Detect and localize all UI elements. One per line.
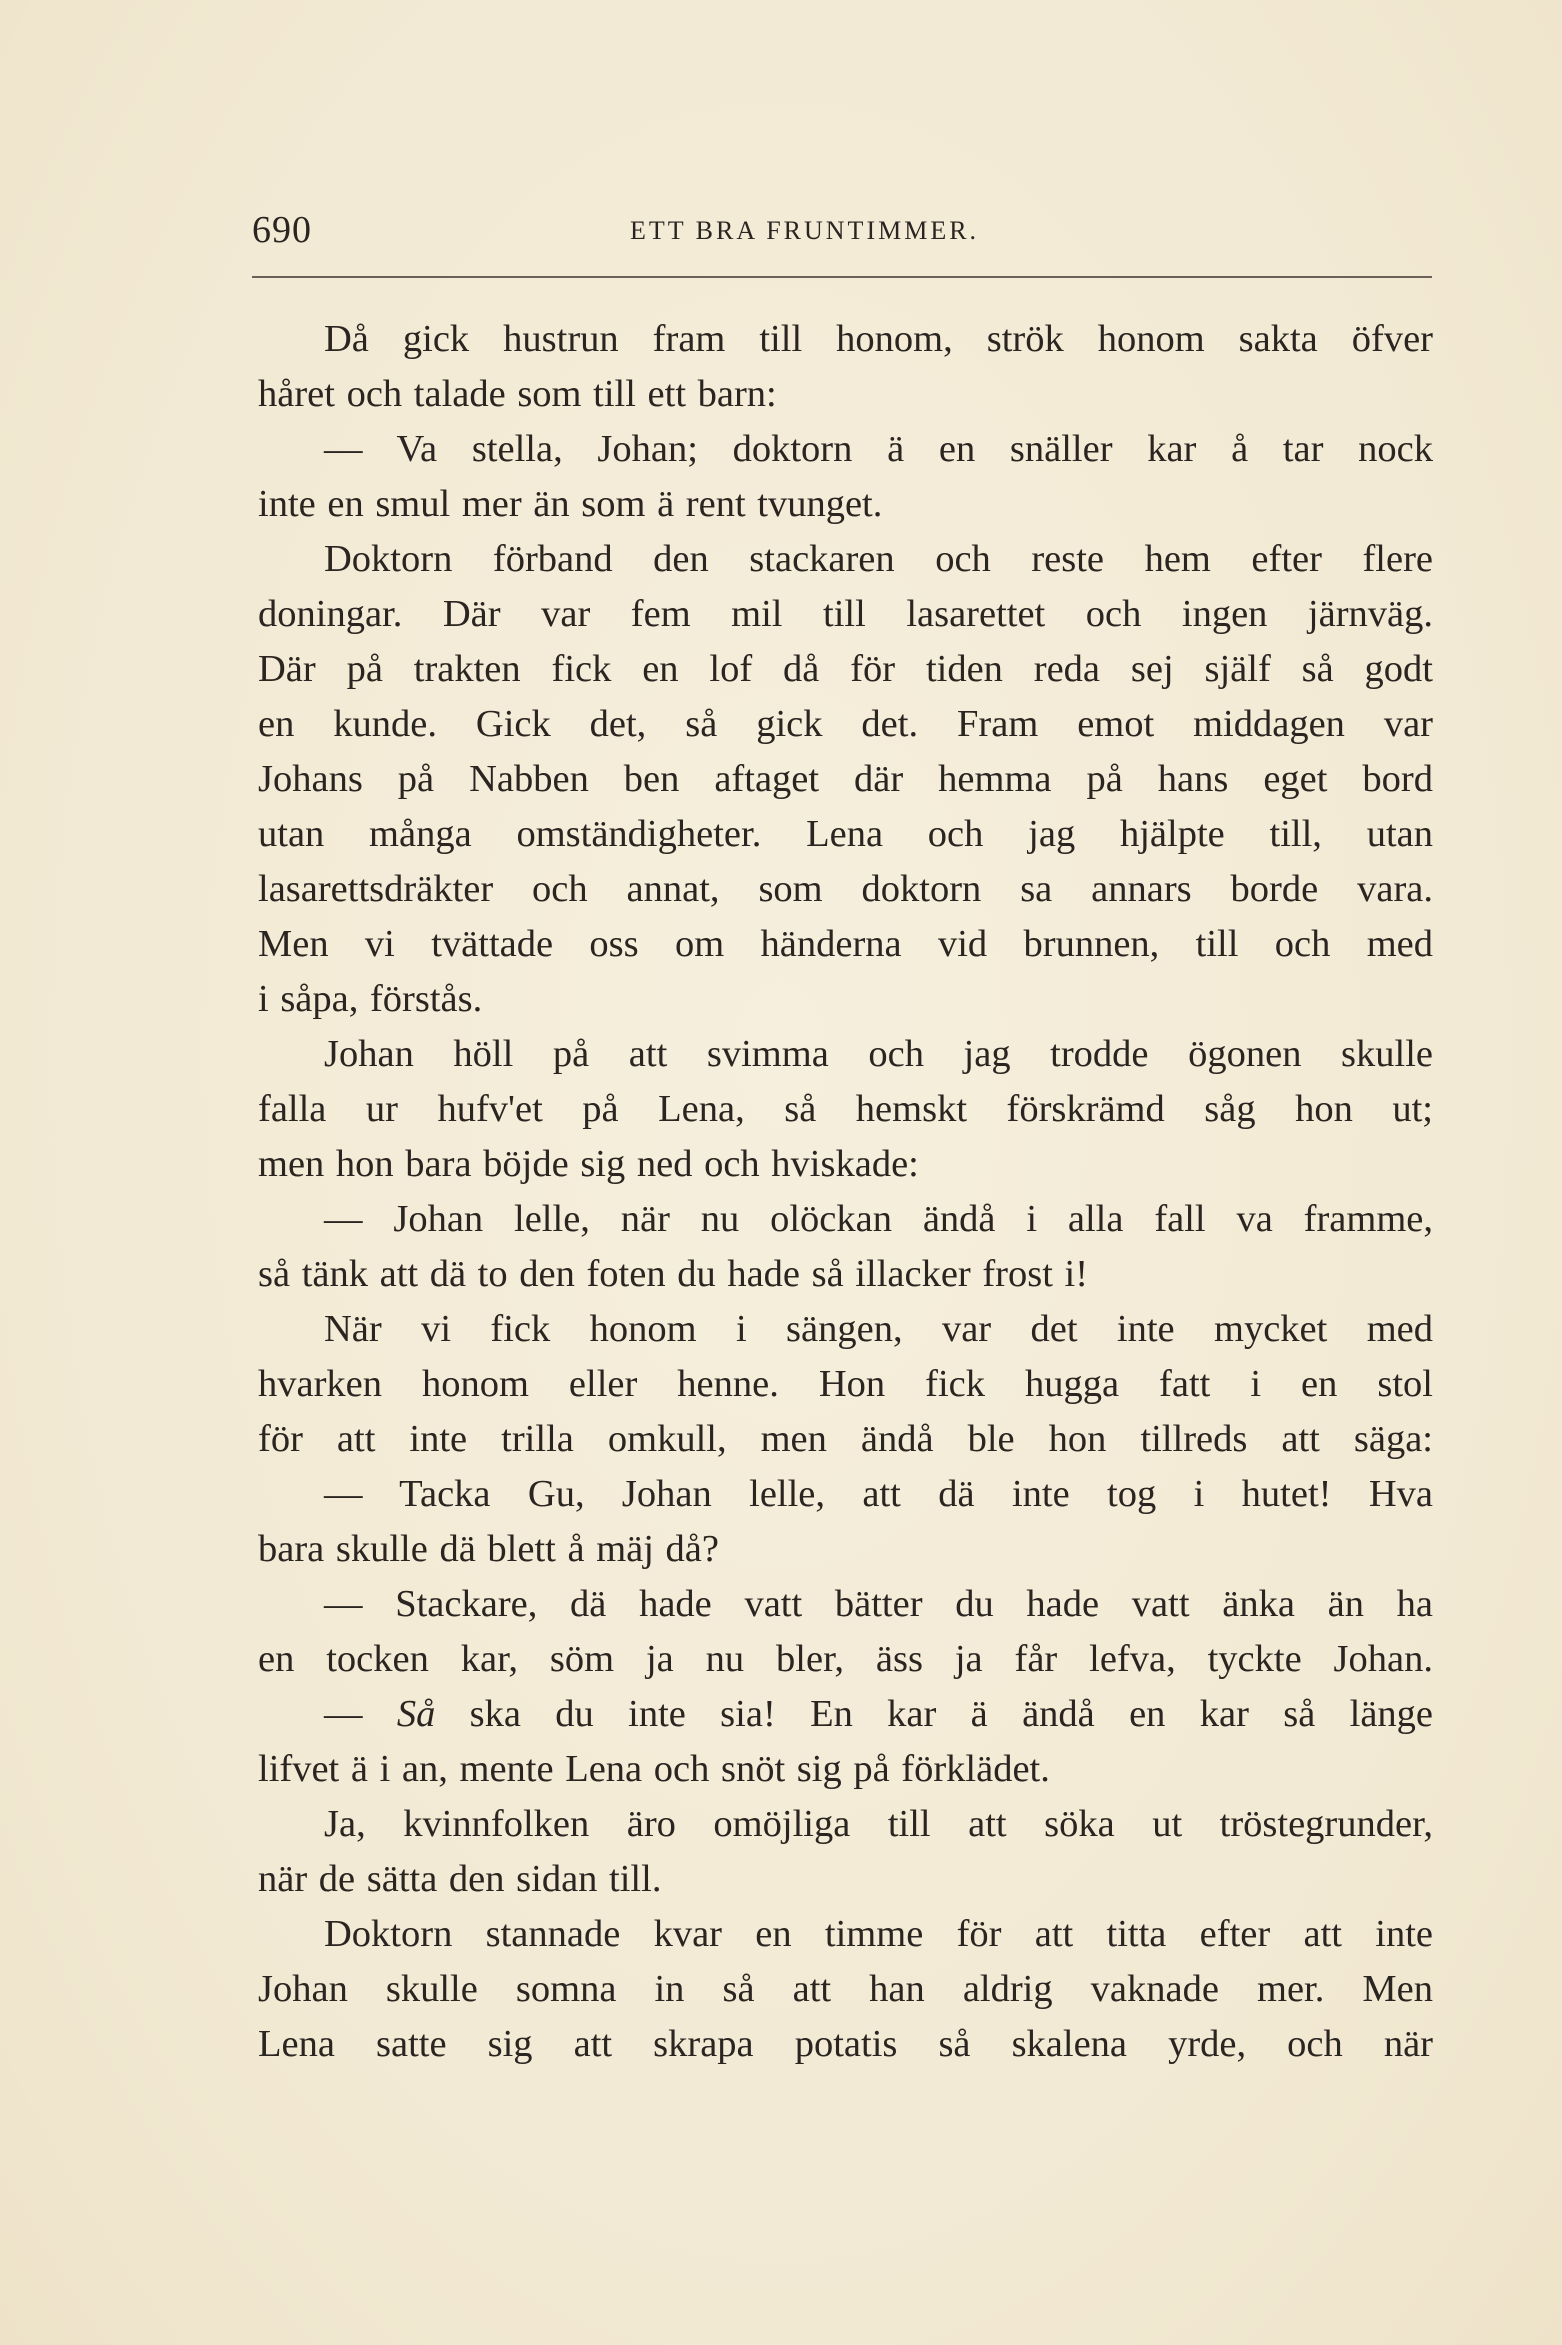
text-line-with-italic [258,1687,1433,1742]
text-line: Där på trakten fick en lof då för tiden reda sej själf så godt [258,648,1433,690]
text-line: falla ur hufv'et på Lena, så hemskt förskrämd såg hon ut; [258,1088,1433,1130]
dash: — [324,1693,397,1735]
text-line-rest: ska du inte sia! En kar ä ändå en kar så länge [469,1693,1433,1735]
text-line: Johan skulle somna in så att han aldrig vaknade mer. Men [258,1968,1433,2010]
text-line: en tocken kar, söm ja nu bler, äss ja får lefva, tyckte Johan. [258,1638,1433,1680]
text-line: — Va stella, Johan; doktorn ä en snäller kar å tar nock [324,428,1433,470]
running-title: ETT BRA FRUNTIMMER. [630,216,980,245]
text-line: Ja, kvinnfolken äro omöjliga till att söka ut tröstegrunder, [324,1803,1433,1845]
italic-word: Så [396,1693,436,1735]
text-line: doningar. Där var fem mil till lasarettet och ingen järnväg. [258,593,1433,635]
text-line: Lena satte sig att skrapa potatis så skalena yrde, och när [258,2023,1433,2065]
text-line: en kunde. Gick det, så gick det. Fram emot middagen var [258,703,1433,745]
text-line: bara skulle dä blett å mäj då? [258,1528,719,1570]
body-text [258,312,1433,2072]
text-line: Då gick hustrun fram till honom, strök honom sakta öfver [324,318,1433,360]
text-line: lifvet ä i an, mente Lena och snöt sig på förklädet. [258,1748,1050,1790]
text-line: — Stackare, dä hade vatt bätter du hade vatt änka än ha [324,1583,1433,1625]
text-line: När vi fick honom i sängen, var det inte mycket med [324,1308,1433,1350]
text-line: — Johan lelle, när nu olöckan ändå i alla fall va framme, [324,1198,1433,1240]
text-line: håret och talade som till ett barn: [258,373,777,415]
text-line: Doktorn stannade kvar en timme för att titta efter att inte [324,1913,1433,1955]
text-line: men hon bara böjde sig ned och hviskade: [258,1143,919,1185]
text-line: Johans på Nabben ben aftaget där hemma på hans eget bord [258,758,1433,800]
text-line: Doktorn förband den stackaren och reste hem efter flere [324,538,1433,580]
page-header [252,208,1432,268]
text-line: Johan höll på att svimma och jag trodde ögonen skulle [324,1033,1433,1075]
text-line: hvarken honom eller henne. Hon fick hugga fatt i en stol [258,1363,1433,1405]
text-line: när de sätta den sidan till. [258,1858,662,1900]
page-number: 690 [252,209,312,251]
text-line: så tänk att dä to den foten du hade så illacker frost i! [258,1253,1089,1295]
text-line: för att inte trilla omkull, men ändå ble hon tillreds att säga: [258,1418,1433,1460]
text-line: Men vi tvättade oss om händerna vid brunnen, till och med [258,923,1433,965]
text-line: lasarettsdräkter och annat, som doktorn sa annars borde vara. [258,868,1433,910]
text-line: — Tacka Gu, Johan lelle, att dä inte tog i hutet! Hva [324,1473,1433,1515]
text-line: utan många omständigheter. Lena och jag hjälpte till, utan [258,813,1433,855]
text-line: inte en smul mer än som ä rent tvunget. [258,483,883,525]
header-rule [252,276,1432,278]
text-line: i såpa, förstås. [258,978,483,1020]
